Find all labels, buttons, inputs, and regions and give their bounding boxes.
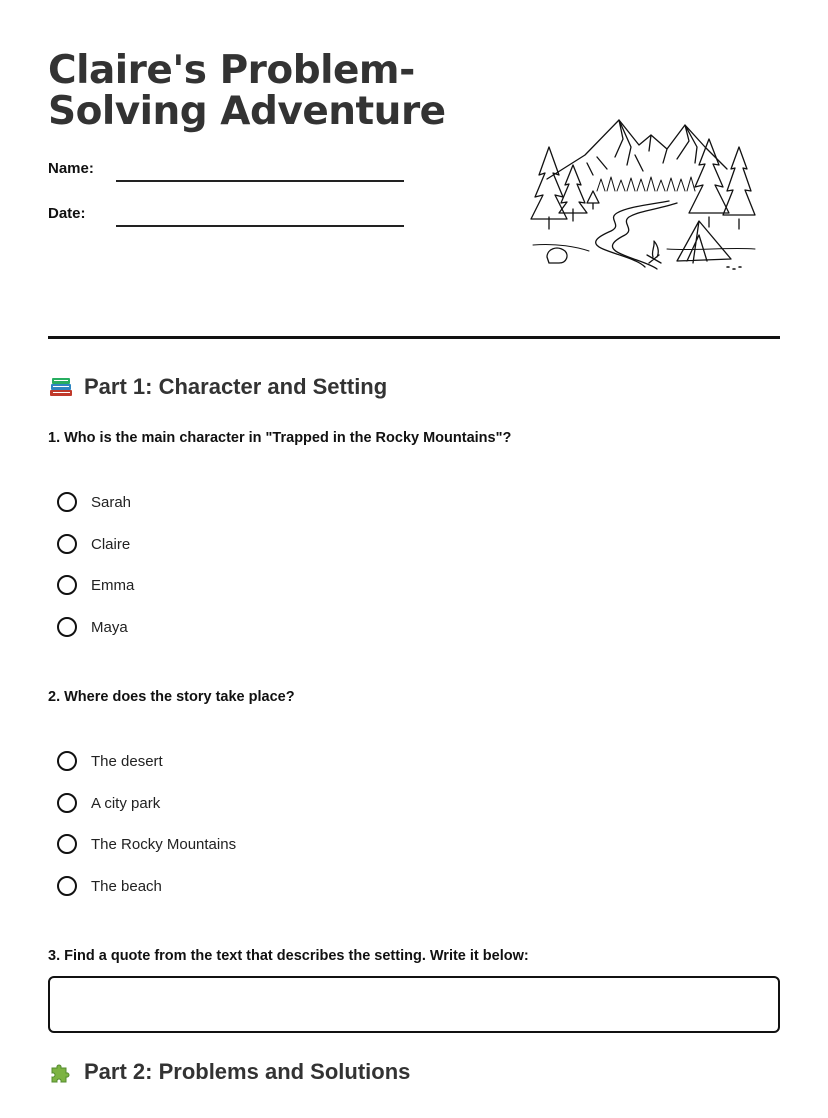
option-claire[interactable] [57, 531, 130, 557]
date-field[interactable] [116, 225, 404, 227]
part1-title-text: Part 1: Character and Setting [84, 374, 388, 399]
puzzle-piece-icon [48, 1059, 74, 1085]
option-label: Maya [91, 618, 128, 636]
option-the-beach[interactable] [57, 873, 162, 899]
option-label: Claire [91, 535, 131, 553]
option-the-desert[interactable] [57, 748, 163, 774]
section-divider [48, 336, 780, 339]
radio-button[interactable] [57, 751, 77, 771]
mountain-camping-illustration [527, 117, 759, 275]
part2-title [48, 1059, 410, 1085]
question-2: 2. Where does the story take place? [48, 689, 295, 705]
radio-button[interactable] [57, 834, 77, 854]
option-maya[interactable] [57, 614, 128, 640]
radio-button[interactable] [57, 492, 77, 512]
radio-button[interactable] [57, 617, 77, 637]
option-sarah[interactable] [57, 489, 131, 515]
question-1: 1. Who is the main character in "Trapped in the Rocky Mountains"? [48, 430, 512, 446]
option-label: The Rocky Mountains [91, 835, 237, 853]
part1-title [48, 374, 387, 400]
name-field[interactable] [116, 180, 404, 182]
quote-answer-box[interactable] [48, 976, 780, 1033]
option-emma[interactable] [57, 572, 134, 598]
date-label: Date: [48, 205, 86, 222]
option-label: The beach [91, 877, 162, 895]
books-icon [48, 374, 74, 400]
radio-button[interactable] [57, 793, 77, 813]
name-label: Name: [48, 160, 94, 177]
part2-title-text: Part 2: Problems and Solutions [84, 1059, 411, 1084]
option-a-city-park[interactable] [57, 790, 160, 816]
option-rocky-mountains[interactable] [57, 831, 236, 857]
radio-button[interactable] [57, 575, 77, 595]
question-3: 3. Find a quote from the text that describes the setting. Write it below: [48, 948, 529, 964]
option-label: The desert [91, 752, 163, 770]
option-label: Emma [91, 576, 135, 594]
radio-button[interactable] [57, 534, 77, 554]
option-label: A city park [91, 794, 161, 812]
option-label: Sarah [91, 493, 132, 511]
radio-button[interactable] [57, 876, 77, 896]
page-title: Claire's Problem-Solving Adventure [48, 48, 446, 134]
